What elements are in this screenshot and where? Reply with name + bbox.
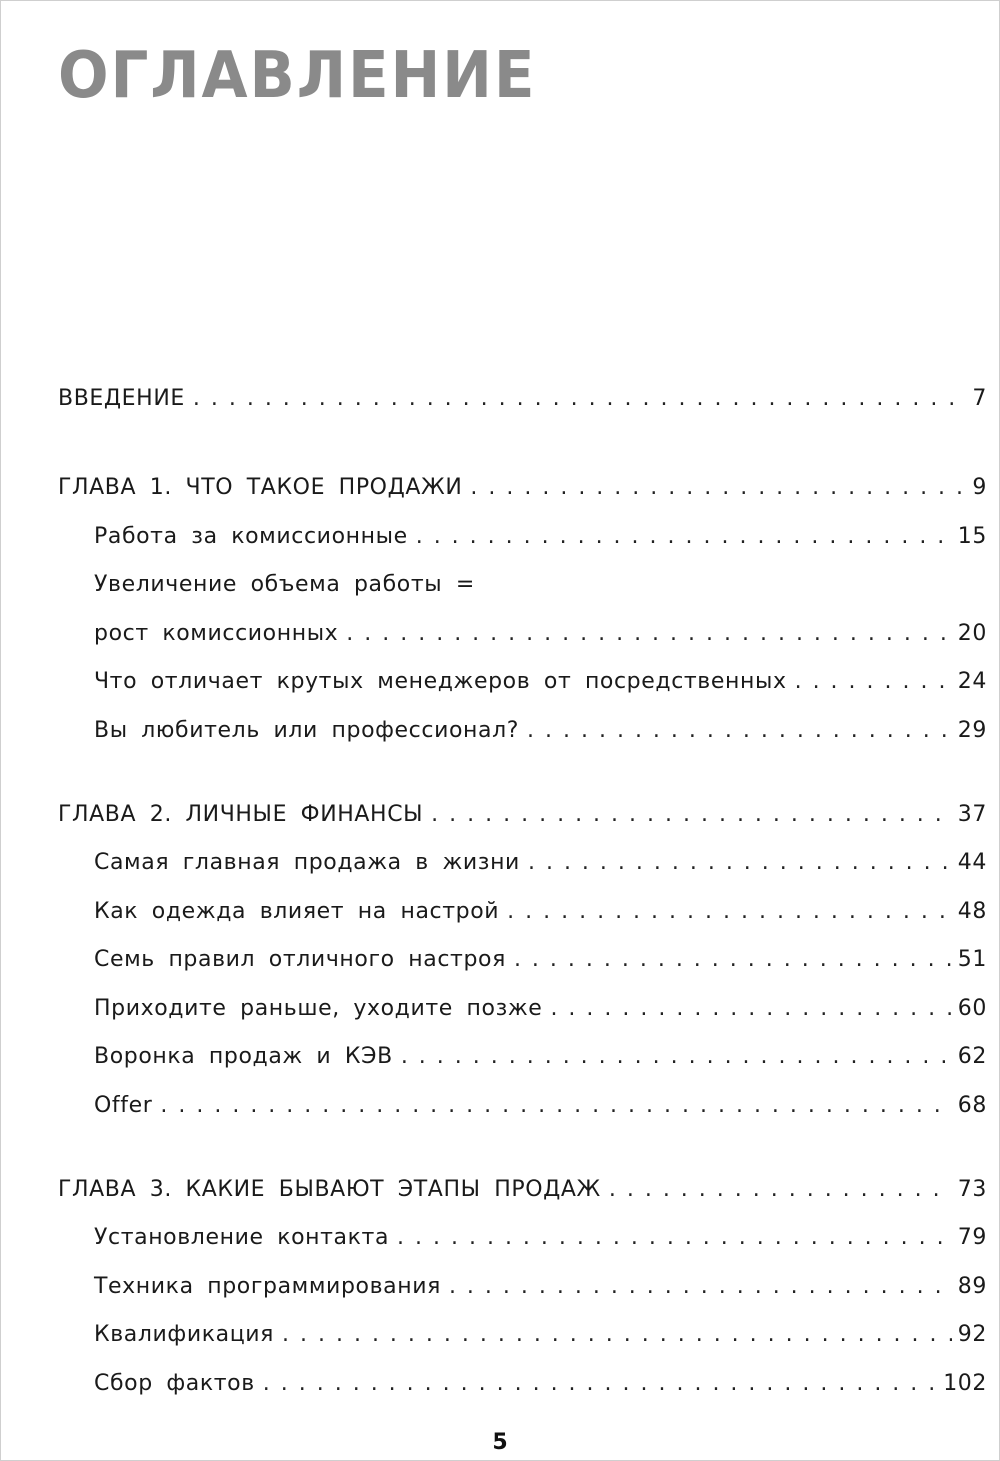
toc-entry-page: 37 — [957, 802, 987, 827]
toc-entry-page: 24 — [957, 669, 987, 694]
toc-entry-title: Техника программирования — [94, 1274, 441, 1299]
toc-entry-section-line-1[interactable] — [94, 570, 987, 600]
page-number: 5 — [492, 1430, 508, 1455]
toc-entry-section[interactable] — [94, 1369, 987, 1399]
dot-leader — [282, 1320, 952, 1350]
toc-entry-page: 44 — [957, 850, 987, 875]
dot-leader — [609, 1175, 952, 1205]
dot-leader — [193, 384, 967, 414]
dot-leader — [550, 994, 951, 1024]
toc-entry-title: ГЛАВА 1. ЧТО ТАКОЕ ПРОДАЖИ — [58, 475, 463, 500]
toc-entry-section[interactable] — [94, 945, 987, 975]
toc-entry-title: Самая главная продажа в жизни — [94, 850, 520, 875]
toc-entry-title: Увеличение объема работы = — [94, 572, 475, 597]
toc-entry-page: 7 — [972, 386, 987, 411]
dot-leader — [401, 1042, 952, 1072]
toc-entry-title: ГЛАВА 3. КАКИЕ БЫВАЮТ ЭТАПЫ ПРОДАЖ — [58, 1177, 601, 1202]
toc-entry-section[interactable] — [94, 716, 987, 746]
toc-entry-page: 29 — [957, 718, 987, 743]
toc-entry-section[interactable] — [94, 994, 987, 1024]
dot-leader — [346, 619, 952, 649]
dot-leader — [795, 667, 952, 697]
toc-entry-page: 62 — [957, 1044, 987, 1069]
toc-entry-page: 51 — [957, 947, 987, 972]
toc-entry-page: 68 — [957, 1093, 987, 1118]
toc-entry-title: Сбор фактов — [94, 1371, 255, 1396]
toc-entry-title: Установление контакта — [94, 1225, 390, 1250]
toc-entry-section[interactable] — [94, 848, 987, 878]
toc-entry-page: 102 — [943, 1371, 987, 1396]
dot-leader — [470, 473, 966, 503]
toc-entry-title: Работа за комиссионные — [94, 524, 408, 549]
dot-leader — [416, 522, 952, 552]
toc-entry-page: 48 — [957, 899, 987, 924]
dot-leader — [263, 1369, 937, 1399]
toc-entry-section[interactable] — [94, 897, 987, 927]
toc-entry-page: 89 — [957, 1274, 987, 1299]
dot-leader — [160, 1091, 951, 1121]
toc-entry-title: Вы любитель или профессионал? — [94, 718, 520, 743]
toc-entry-title: Offer — [94, 1093, 153, 1118]
toc-entry-section[interactable] — [94, 1272, 987, 1302]
toc-entry-chapter-2[interactable] — [58, 800, 987, 830]
toc-entry-title: Семь правил отличного настроя — [94, 947, 506, 972]
toc-entry-title: Квалификация — [94, 1322, 275, 1347]
toc-entry-title: рост комиссионных — [94, 621, 339, 646]
toc-entry-title: ВВЕДЕНИЕ — [58, 386, 185, 411]
toc-entry-section-line-2[interactable] — [94, 619, 987, 649]
dot-leader — [449, 1272, 952, 1302]
toc-entry-title: Что отличает крутых менеджеров от посредственных — [94, 669, 787, 694]
toc-entry-title: Как одежда влияет на настрой — [94, 899, 500, 924]
toc-entry-page: 79 — [957, 1225, 987, 1250]
toc-entry-page: 9 — [972, 475, 987, 500]
toc-entry-page: 60 — [957, 996, 987, 1021]
toc-entry-section[interactable] — [94, 667, 987, 697]
toc-entry-page: 20 — [957, 621, 987, 646]
dot-leader — [507, 897, 952, 927]
toc-entry-section[interactable] — [94, 1091, 987, 1121]
toc-entry-introduction[interactable] — [58, 384, 987, 414]
toc-entry-title: Приходите раньше, уходите позже — [94, 996, 543, 1021]
dot-leader — [431, 800, 952, 830]
toc-entry-section[interactable] — [94, 1223, 987, 1253]
toc-entry-page: 92 — [957, 1322, 987, 1347]
dot-leader — [397, 1223, 952, 1253]
toc-entry-chapter-3[interactable] — [58, 1175, 987, 1205]
dot-leader — [527, 716, 952, 746]
page-title: ОГЛАВЛЕНИЕ — [58, 39, 537, 113]
toc-entry-title: Воронка продаж и КЭВ — [94, 1044, 393, 1069]
toc-entry-page: 73 — [957, 1177, 987, 1202]
toc-entry-section[interactable] — [94, 522, 987, 552]
dot-leader — [514, 945, 952, 975]
toc-entry-section[interactable] — [94, 1320, 987, 1350]
toc-entry-title: ГЛАВА 2. ЛИЧНЫЕ ФИНАНСЫ — [58, 802, 424, 827]
toc-entry-section[interactable] — [94, 1042, 987, 1072]
toc-entry-page: 15 — [957, 524, 987, 549]
dot-leader — [528, 848, 952, 878]
toc-entry-chapter-1[interactable] — [58, 473, 987, 503]
